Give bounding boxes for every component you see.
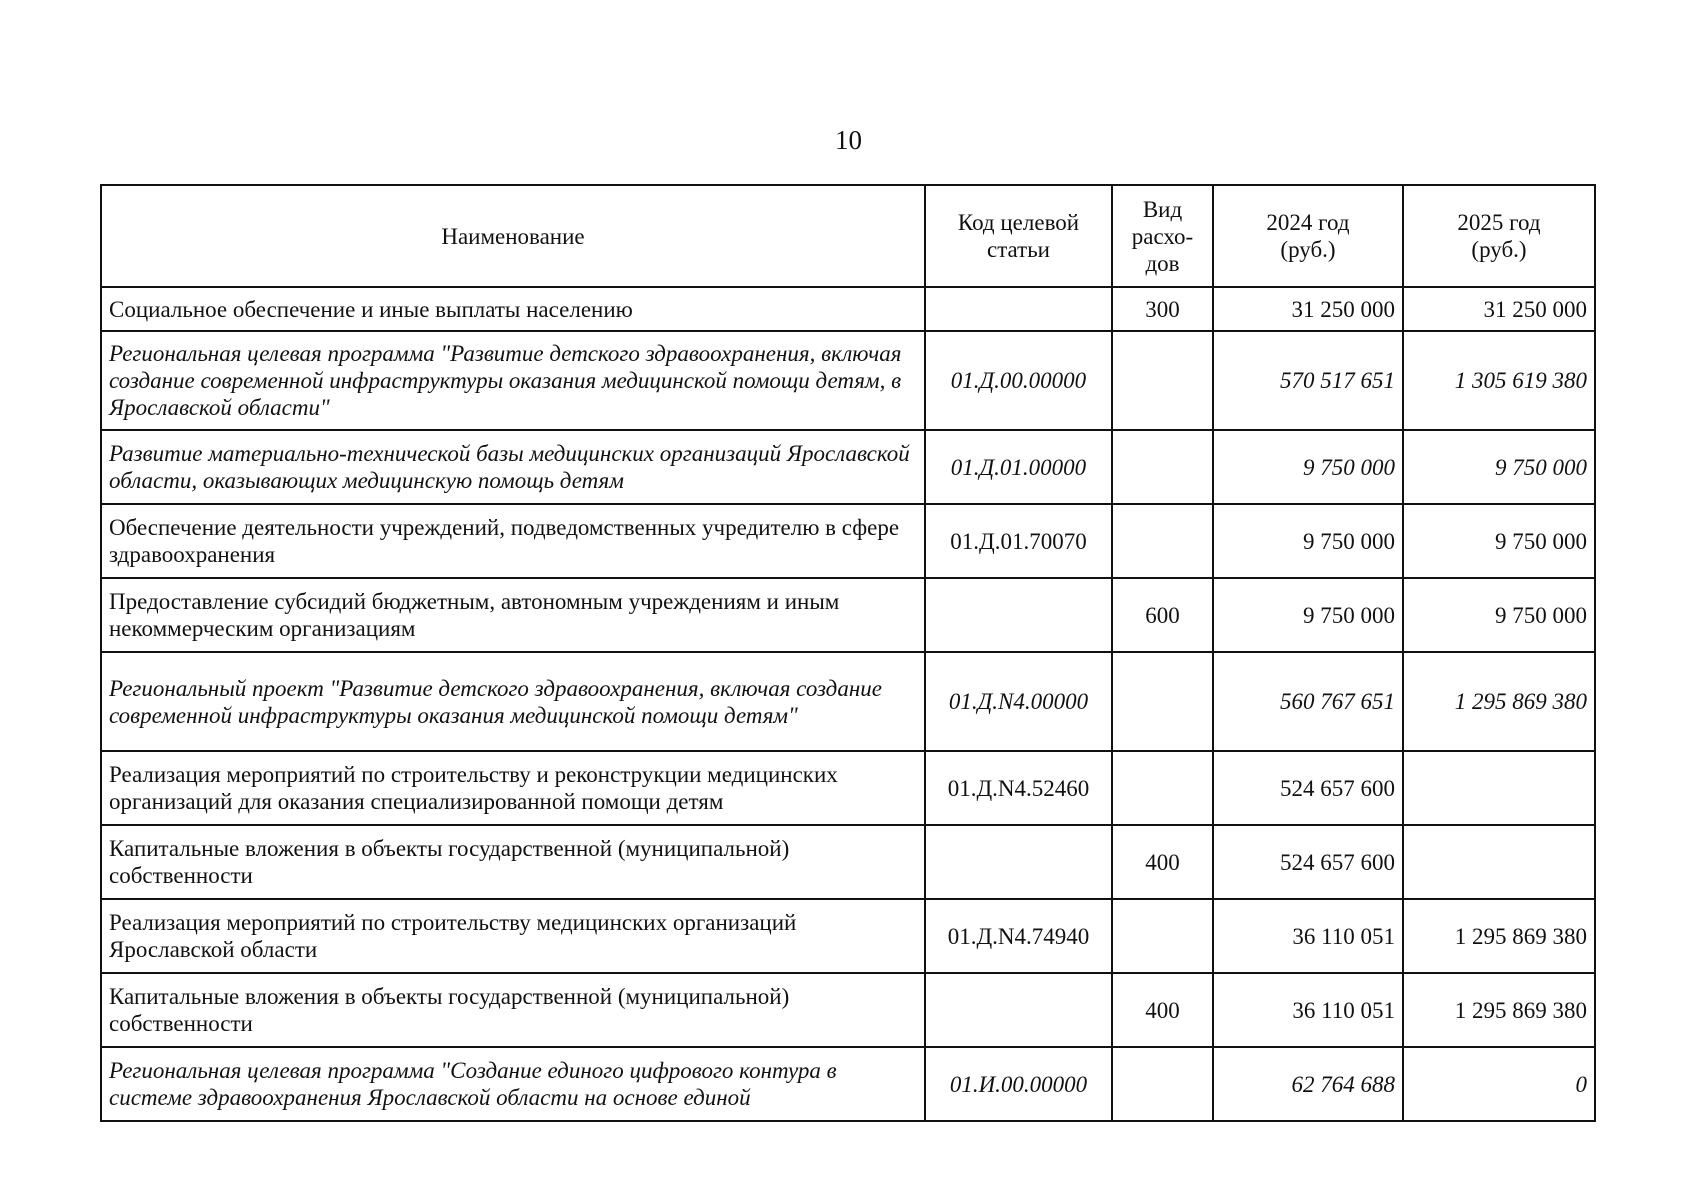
row-amount-2025: 1 295 869 380 — [1403, 973, 1595, 1047]
row-amount-2025: 9 750 000 — [1403, 430, 1595, 504]
table-row — [101, 973, 1595, 1047]
row-code — [925, 973, 1112, 1047]
table-row — [101, 578, 1595, 652]
row-expense-type: 300 — [1112, 287, 1213, 331]
row-amount-2024: 9 750 000 — [1213, 578, 1403, 652]
table-row — [101, 751, 1595, 825]
row-amount-2025: 31 250 000 — [1403, 287, 1595, 331]
header-2024-line: 2024 год — [1266, 210, 1350, 235]
row-amount-2025 — [1403, 825, 1595, 899]
row-expense-type — [1112, 504, 1213, 578]
row-amount-2024: 524 657 600 — [1213, 751, 1403, 825]
row-name: Обеспечение деятельности учреждений, подведомственных учредителю в сфере здравоохранения — [101, 504, 925, 578]
row-amount-2024: 36 110 051 — [1213, 899, 1403, 973]
header-2024-line: (руб.) — [1280, 237, 1336, 262]
row-expense-type — [1112, 331, 1213, 430]
header-code: Код целевой статьи — [925, 185, 1112, 287]
table-row — [101, 331, 1595, 430]
row-amount-2024: 9 750 000 — [1213, 430, 1403, 504]
row-name: Капитальные вложения в объекты государственной (муниципальной) собственности — [101, 825, 925, 899]
row-amount-2025: 1 295 869 380 — [1403, 899, 1595, 973]
row-code: 01.Д.01.70070 — [925, 504, 1112, 578]
header-2025 — [1403, 185, 1595, 287]
row-amount-2025 — [1403, 751, 1595, 825]
row-expense-type — [1112, 1047, 1213, 1121]
table-row — [101, 825, 1595, 899]
row-amount-2024: 560 767 651 — [1213, 652, 1403, 751]
table-row — [101, 652, 1595, 751]
row-expense-type — [1112, 751, 1213, 825]
header-2025-line: (руб.) — [1471, 237, 1527, 262]
header-2025-line: 2025 год — [1457, 210, 1541, 235]
row-amount-2024: 570 517 651 — [1213, 331, 1403, 430]
header-expense-type-line: Вид — [1142, 196, 1183, 222]
table-row — [101, 287, 1595, 331]
row-amount-2025: 0 — [1403, 1047, 1595, 1121]
row-amount-2024: 524 657 600 — [1213, 825, 1403, 899]
row-code: 01.И.00.00000 — [925, 1047, 1112, 1121]
row-amount-2025: 9 750 000 — [1403, 578, 1595, 652]
budget-table — [100, 184, 1596, 1122]
row-amount-2025: 9 750 000 — [1403, 504, 1595, 578]
row-expense-type: 400 — [1112, 973, 1213, 1047]
row-amount-2024: 62 764 688 — [1213, 1047, 1403, 1121]
row-code: 01.Д.00.00000 — [925, 331, 1112, 430]
header-name: Наименование — [101, 185, 925, 287]
header-expense-type — [1112, 185, 1213, 287]
header-expense-type-line: расхо- — [1131, 223, 1194, 249]
table-row — [101, 430, 1595, 504]
table-row — [101, 1047, 1595, 1121]
header-2024 — [1213, 185, 1403, 287]
row-name: Региональная целевая программа "Развитие детского здравоохранения, включая создание современной инфраструктуры оказания медицинской помощи детям, в Ярославской области" — [101, 331, 925, 430]
row-name: Реализация мероприятий по строительству медицинских организаций Ярославской области — [101, 899, 925, 973]
row-name: Социальное обеспечение и иные выплаты населению — [101, 287, 925, 331]
row-amount-2024: 9 750 000 — [1213, 504, 1403, 578]
row-code — [925, 578, 1112, 652]
row-name: Предоставление субсидий бюджетным, автономным учреждениям и иным некоммерческим организациям — [101, 578, 925, 652]
table-header-row — [101, 185, 1595, 287]
row-amount-2025: 1 295 869 380 — [1403, 652, 1595, 751]
row-amount-2024: 36 110 051 — [1213, 973, 1403, 1047]
row-name: Капитальные вложения в объекты государственной (муниципальной) собственности — [101, 973, 925, 1047]
row-amount-2025: 1 305 619 380 — [1403, 331, 1595, 430]
row-code — [925, 825, 1112, 899]
page-number: 10 — [835, 125, 862, 155]
row-name: Реализация мероприятий по строительству и реконструкции медицинских организаций для оказания специализированной помощи детям — [101, 751, 925, 825]
header-expense-type-line: дов — [1145, 250, 1180, 276]
row-expense-type — [1112, 652, 1213, 751]
row-code: 01.Д.N4.00000 — [925, 652, 1112, 751]
table-row — [101, 504, 1595, 578]
row-amount-2024: 31 250 000 — [1213, 287, 1403, 331]
row-expense-type: 600 — [1112, 578, 1213, 652]
table-row — [101, 899, 1595, 973]
row-code: 01.Д.N4.74940 — [925, 899, 1112, 973]
row-name: Развитие материально-технической базы медицинских организаций Ярославской области, оказывающих медицинскую помощь детям — [101, 430, 925, 504]
row-name: Региональный проект "Развитие детского здравоохранения, включая создание современной инфраструктуры оказания медицинской помощи детям" — [101, 652, 925, 751]
row-code: 01.Д.N4.52460 — [925, 751, 1112, 825]
row-expense-type: 400 — [1112, 825, 1213, 899]
row-expense-type — [1112, 899, 1213, 973]
row-name: Региональная целевая программа "Создание единого цифрового контура в системе здравоохранения Ярославской области на основе единой — [101, 1047, 925, 1121]
row-code — [925, 287, 1112, 331]
row-code: 01.Д.01.00000 — [925, 430, 1112, 504]
row-expense-type — [1112, 430, 1213, 504]
